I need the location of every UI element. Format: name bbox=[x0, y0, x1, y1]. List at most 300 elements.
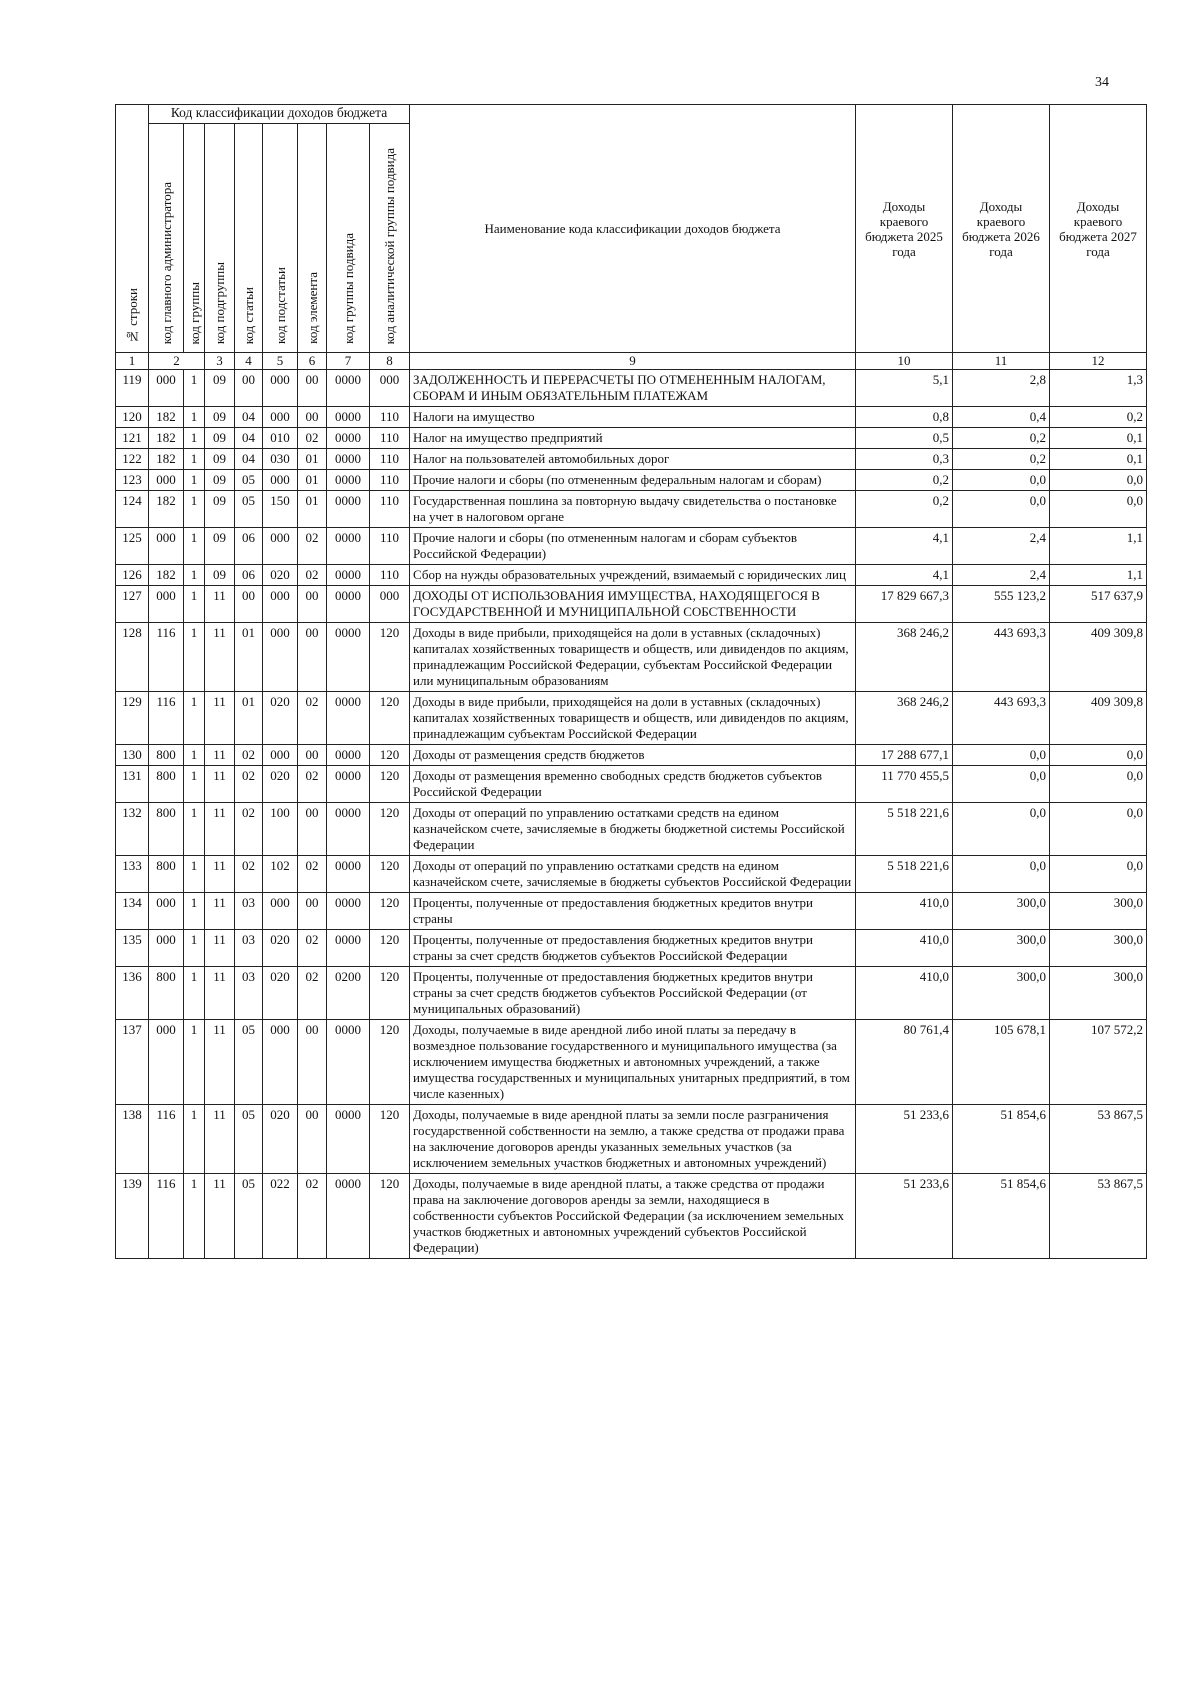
article-code-cell: 00 bbox=[235, 370, 263, 407]
admin-code-cell: 800 bbox=[149, 856, 184, 893]
row-number-cell: 125 bbox=[116, 528, 149, 565]
amount-2026-cell: 2,4 bbox=[953, 528, 1050, 565]
subarticle-code-cell: 000 bbox=[263, 470, 298, 491]
analytic-code-cell: 110 bbox=[370, 470, 410, 491]
admin-code-cell: 000 bbox=[149, 370, 184, 407]
element-code-cell: 02 bbox=[298, 692, 327, 745]
subarticle-code-cell: 020 bbox=[263, 1105, 298, 1174]
article-code-cell: 03 bbox=[235, 930, 263, 967]
subtype-code-cell: 0000 bbox=[327, 407, 370, 428]
amount-2025-cell: 0,3 bbox=[856, 449, 953, 470]
analytic-code-cell: 110 bbox=[370, 428, 410, 449]
row-number-cell: 119 bbox=[116, 370, 149, 407]
element-code-cell: 02 bbox=[298, 1174, 327, 1259]
group-code-cell: 1 bbox=[184, 586, 205, 623]
subgroup-code-cell: 11 bbox=[205, 1174, 235, 1259]
revenue-name-cell: Проценты, полученные от предоставления бюджетных кредитов внутри страны за счет средств бюджетов субъектов Российской Федерации (от муниципальных образований) bbox=[410, 967, 856, 1020]
amount-2026-cell: 0,2 bbox=[953, 449, 1050, 470]
article-code-cell: 05 bbox=[235, 491, 263, 528]
admin-code-cell: 182 bbox=[149, 428, 184, 449]
group-code-cell: 1 bbox=[184, 967, 205, 1020]
subtype-code-cell: 0000 bbox=[327, 470, 370, 491]
subtype-code-cell: 0000 bbox=[327, 1105, 370, 1174]
element-code-cell: 00 bbox=[298, 803, 327, 856]
subtype-code-cell: 0200 bbox=[327, 967, 370, 1020]
amount-2025-cell: 5 518 221,6 bbox=[856, 803, 953, 856]
element-code-cell: 00 bbox=[298, 745, 327, 766]
amount-2027-cell: 300,0 bbox=[1050, 930, 1147, 967]
amount-2025-cell: 11 770 455,5 bbox=[856, 766, 953, 803]
table-row bbox=[116, 528, 1147, 565]
subtype-code-cell: 0000 bbox=[327, 1174, 370, 1259]
row-number-cell: 134 bbox=[116, 893, 149, 930]
amount-2027-cell: 1,1 bbox=[1050, 565, 1147, 586]
element-code-cell: 02 bbox=[298, 930, 327, 967]
admin-code-cell: 800 bbox=[149, 803, 184, 856]
article-code-cell: 06 bbox=[235, 565, 263, 586]
amount-2025-cell: 17 829 667,3 bbox=[856, 586, 953, 623]
amount-2026-cell: 51 854,6 bbox=[953, 1105, 1050, 1174]
table-row bbox=[116, 856, 1147, 893]
amount-2027-cell: 1,3 bbox=[1050, 370, 1147, 407]
amount-2026-cell: 443 693,3 bbox=[953, 623, 1050, 692]
article-code-cell: 05 bbox=[235, 470, 263, 491]
column-number: 3 bbox=[205, 353, 235, 370]
row-number-cell: 127 bbox=[116, 586, 149, 623]
element-code-cell: 02 bbox=[298, 967, 327, 1020]
subarticle-code-cell: 000 bbox=[263, 745, 298, 766]
article-code-cell: 02 bbox=[235, 803, 263, 856]
column-number: 11 bbox=[953, 353, 1050, 370]
table-row bbox=[116, 623, 1147, 692]
subtype-code-cell: 0000 bbox=[327, 766, 370, 803]
article-code-cell: 05 bbox=[235, 1174, 263, 1259]
analytic-code-cell: 110 bbox=[370, 565, 410, 586]
amount-2025-cell: 0,8 bbox=[856, 407, 953, 428]
row-number-cell: 135 bbox=[116, 930, 149, 967]
article-code-cell: 06 bbox=[235, 528, 263, 565]
subarticle-code-cell: 150 bbox=[263, 491, 298, 528]
header-row-number: № строки bbox=[116, 105, 149, 353]
amount-2026-cell: 0,0 bbox=[953, 856, 1050, 893]
row-number-cell: 137 bbox=[116, 1020, 149, 1105]
amount-2025-cell: 4,1 bbox=[856, 528, 953, 565]
subgroup-code-cell: 11 bbox=[205, 745, 235, 766]
article-code-cell: 02 bbox=[235, 856, 263, 893]
amount-2026-cell: 2,4 bbox=[953, 565, 1050, 586]
subgroup-code-cell: 11 bbox=[205, 803, 235, 856]
revenue-name-cell: Доходы от размещения средств бюджетов bbox=[410, 745, 856, 766]
amount-2025-cell: 4,1 bbox=[856, 565, 953, 586]
table-row bbox=[116, 470, 1147, 491]
header-amount-2026: Доходы краевого бюджета 2026 года bbox=[953, 105, 1050, 353]
admin-code-cell: 000 bbox=[149, 1020, 184, 1105]
table-row bbox=[116, 586, 1147, 623]
analytic-code-cell: 000 bbox=[370, 586, 410, 623]
subtype-code-cell: 0000 bbox=[327, 1020, 370, 1105]
revenue-name-cell: Проценты, полученные от предоставления бюджетных кредитов внутри страны за счет средств бюджетов субъектов Российской Федерации bbox=[410, 930, 856, 967]
element-code-cell: 02 bbox=[298, 856, 327, 893]
article-code-cell: 03 bbox=[235, 967, 263, 1020]
admin-code-cell: 182 bbox=[149, 449, 184, 470]
subtype-code-cell: 0000 bbox=[327, 893, 370, 930]
amount-2026-cell: 300,0 bbox=[953, 930, 1050, 967]
revenue-name-cell: Налоги на имущество bbox=[410, 407, 856, 428]
element-code-cell: 01 bbox=[298, 491, 327, 528]
subgroup-code-cell: 11 bbox=[205, 766, 235, 803]
amount-2026-cell: 0,0 bbox=[953, 766, 1050, 803]
header-code-subarticle: код подстатьи bbox=[263, 124, 298, 353]
group-code-cell: 1 bbox=[184, 1105, 205, 1174]
revenue-name-cell: Прочие налоги и сборы (по отмененным налогам и сборам субъектов Российской Федерации) bbox=[410, 528, 856, 565]
row-number-cell: 132 bbox=[116, 803, 149, 856]
table-row bbox=[116, 745, 1147, 766]
amount-2026-cell: 2,8 bbox=[953, 370, 1050, 407]
subgroup-code-cell: 11 bbox=[205, 893, 235, 930]
amount-2025-cell: 51 233,6 bbox=[856, 1105, 953, 1174]
amount-2025-cell: 0,2 bbox=[856, 470, 953, 491]
analytic-code-cell: 120 bbox=[370, 766, 410, 803]
header-code-subtype: код группы подвида bbox=[327, 124, 370, 353]
group-code-cell: 1 bbox=[184, 766, 205, 803]
amount-2025-cell: 17 288 677,1 bbox=[856, 745, 953, 766]
subarticle-code-cell: 000 bbox=[263, 370, 298, 407]
article-code-cell: 03 bbox=[235, 893, 263, 930]
analytic-code-cell: 110 bbox=[370, 528, 410, 565]
article-code-cell: 04 bbox=[235, 449, 263, 470]
subtype-code-cell: 0000 bbox=[327, 491, 370, 528]
subarticle-code-cell: 000 bbox=[263, 893, 298, 930]
row-number-cell: 123 bbox=[116, 470, 149, 491]
table-row bbox=[116, 1174, 1147, 1259]
amount-2025-cell: 5 518 221,6 bbox=[856, 856, 953, 893]
admin-code-cell: 116 bbox=[149, 1174, 184, 1259]
subgroup-code-cell: 09 bbox=[205, 528, 235, 565]
amount-2027-cell: 0,0 bbox=[1050, 803, 1147, 856]
row-number-cell: 126 bbox=[116, 565, 149, 586]
table-row bbox=[116, 766, 1147, 803]
group-code-cell: 1 bbox=[184, 449, 205, 470]
group-code-cell: 1 bbox=[184, 565, 205, 586]
amount-2026-cell: 443 693,3 bbox=[953, 692, 1050, 745]
group-code-cell: 1 bbox=[184, 623, 205, 692]
admin-code-cell: 000 bbox=[149, 470, 184, 491]
subarticle-code-cell: 020 bbox=[263, 930, 298, 967]
article-code-cell: 02 bbox=[235, 766, 263, 803]
row-number-cell: 136 bbox=[116, 967, 149, 1020]
analytic-code-cell: 120 bbox=[370, 856, 410, 893]
amount-2026-cell: 0,2 bbox=[953, 428, 1050, 449]
subgroup-code-cell: 09 bbox=[205, 491, 235, 528]
subgroup-code-cell: 09 bbox=[205, 370, 235, 407]
subtype-code-cell: 0000 bbox=[327, 623, 370, 692]
table-row bbox=[116, 428, 1147, 449]
article-code-cell: 05 bbox=[235, 1020, 263, 1105]
analytic-code-cell: 000 bbox=[370, 370, 410, 407]
header-code-admin: код главного администратора bbox=[149, 124, 184, 353]
article-code-cell: 00 bbox=[235, 586, 263, 623]
amount-2027-cell: 0,0 bbox=[1050, 491, 1147, 528]
amount-2025-cell: 410,0 bbox=[856, 893, 953, 930]
table-row bbox=[116, 803, 1147, 856]
subarticle-code-cell: 000 bbox=[263, 586, 298, 623]
column-number: 10 bbox=[856, 353, 953, 370]
article-code-cell: 04 bbox=[235, 407, 263, 428]
subarticle-code-cell: 000 bbox=[263, 1020, 298, 1105]
analytic-code-cell: 110 bbox=[370, 491, 410, 528]
admin-code-cell: 000 bbox=[149, 930, 184, 967]
revenue-name-cell: Налог на имущество предприятий bbox=[410, 428, 856, 449]
row-number-cell: 138 bbox=[116, 1105, 149, 1174]
group-code-cell: 1 bbox=[184, 428, 205, 449]
admin-code-cell: 000 bbox=[149, 528, 184, 565]
row-number-cell: 122 bbox=[116, 449, 149, 470]
element-code-cell: 00 bbox=[298, 1105, 327, 1174]
amount-2027-cell: 300,0 bbox=[1050, 893, 1147, 930]
amount-2026-cell: 0,0 bbox=[953, 491, 1050, 528]
revenue-name-cell: ЗАДОЛЖЕННОСТЬ И ПЕРЕРАСЧЕТЫ ПО ОТМЕНЕННЫМ НАЛОГАМ, СБОРАМ И ИНЫМ ОБЯЗАТЕЛЬНЫМ ПЛАТЕЖАМ bbox=[410, 370, 856, 407]
admin-code-cell: 116 bbox=[149, 623, 184, 692]
amount-2026-cell: 0,4 bbox=[953, 407, 1050, 428]
row-number-cell: 130 bbox=[116, 745, 149, 766]
analytic-code-cell: 110 bbox=[370, 407, 410, 428]
revenue-name-cell: Доходы от размещения временно свободных средств бюджетов субъектов Российской Федерации bbox=[410, 766, 856, 803]
table-row bbox=[116, 1105, 1147, 1174]
article-code-cell: 02 bbox=[235, 745, 263, 766]
element-code-cell: 00 bbox=[298, 407, 327, 428]
element-code-cell: 00 bbox=[298, 586, 327, 623]
revenue-name-cell: Доходы от операций по управлению остатками средств на едином казначейском счете, зачисляемые в бюджеты бюджетной системы Российской Федерации bbox=[410, 803, 856, 856]
amount-2025-cell: 410,0 bbox=[856, 967, 953, 1020]
column-number: 2 bbox=[149, 353, 205, 370]
subarticle-code-cell: 000 bbox=[263, 623, 298, 692]
subarticle-code-cell: 102 bbox=[263, 856, 298, 893]
header-code-element: код элемента bbox=[298, 124, 327, 353]
analytic-code-cell: 120 bbox=[370, 1020, 410, 1105]
subarticle-code-cell: 000 bbox=[263, 528, 298, 565]
group-code-cell: 1 bbox=[184, 893, 205, 930]
table-row bbox=[116, 449, 1147, 470]
header-name: Наименование кода классификации доходов бюджета bbox=[410, 105, 856, 353]
article-code-cell: 01 bbox=[235, 623, 263, 692]
table-row bbox=[116, 491, 1147, 528]
revenue-name-cell: Налог на пользователей автомобильных дорог bbox=[410, 449, 856, 470]
subgroup-code-cell: 11 bbox=[205, 930, 235, 967]
admin-code-cell: 182 bbox=[149, 407, 184, 428]
revenue-name-cell: Сбор на нужды образовательных учреждений, взимаемый с юридических лиц bbox=[410, 565, 856, 586]
subgroup-code-cell: 09 bbox=[205, 407, 235, 428]
subtype-code-cell: 0000 bbox=[327, 586, 370, 623]
column-numbers-row bbox=[116, 353, 1147, 370]
subarticle-code-cell: 020 bbox=[263, 692, 298, 745]
subtype-code-cell: 0000 bbox=[327, 428, 370, 449]
amount-2025-cell: 368 246,2 bbox=[856, 623, 953, 692]
amount-2025-cell: 0,5 bbox=[856, 428, 953, 449]
amount-2026-cell: 105 678,1 bbox=[953, 1020, 1050, 1105]
admin-code-cell: 116 bbox=[149, 692, 184, 745]
subarticle-code-cell: 022 bbox=[263, 1174, 298, 1259]
amount-2026-cell: 300,0 bbox=[953, 893, 1050, 930]
element-code-cell: 00 bbox=[298, 370, 327, 407]
subarticle-code-cell: 000 bbox=[263, 407, 298, 428]
revenue-name-cell: Прочие налоги и сборы (по отмененным федеральным налогам и сборам) bbox=[410, 470, 856, 491]
analytic-code-cell: 120 bbox=[370, 967, 410, 1020]
header-code-group-col: код группы bbox=[184, 124, 205, 353]
element-code-cell: 02 bbox=[298, 528, 327, 565]
amount-2027-cell: 0,2 bbox=[1050, 407, 1147, 428]
subgroup-code-cell: 11 bbox=[205, 586, 235, 623]
analytic-code-cell: 120 bbox=[370, 623, 410, 692]
admin-code-cell: 800 bbox=[149, 745, 184, 766]
element-code-cell: 00 bbox=[298, 623, 327, 692]
subgroup-code-cell: 11 bbox=[205, 967, 235, 1020]
subgroup-code-cell: 09 bbox=[205, 428, 235, 449]
header-amount-2027: Доходы краевого бюджета 2027 года bbox=[1050, 105, 1147, 353]
admin-code-cell: 800 bbox=[149, 967, 184, 1020]
amount-2027-cell: 300,0 bbox=[1050, 967, 1147, 1020]
amount-2025-cell: 0,2 bbox=[856, 491, 953, 528]
element-code-cell: 02 bbox=[298, 428, 327, 449]
analytic-code-cell: 120 bbox=[370, 930, 410, 967]
header-code-group: Код классификации доходов бюджета bbox=[149, 105, 410, 124]
subtype-code-cell: 0000 bbox=[327, 856, 370, 893]
row-number-cell: 131 bbox=[116, 766, 149, 803]
amount-2027-cell: 0,0 bbox=[1050, 766, 1147, 803]
page-number: 34 bbox=[1095, 75, 1109, 90]
row-number-cell: 139 bbox=[116, 1174, 149, 1259]
analytic-code-cell: 120 bbox=[370, 893, 410, 930]
row-number-cell: 121 bbox=[116, 428, 149, 449]
article-code-cell: 01 bbox=[235, 692, 263, 745]
analytic-code-cell: 120 bbox=[370, 803, 410, 856]
column-number: 6 bbox=[298, 353, 327, 370]
subarticle-code-cell: 030 bbox=[263, 449, 298, 470]
amount-2027-cell: 409 309,8 bbox=[1050, 623, 1147, 692]
admin-code-cell: 800 bbox=[149, 766, 184, 803]
amount-2026-cell: 300,0 bbox=[953, 967, 1050, 1020]
group-code-cell: 1 bbox=[184, 528, 205, 565]
article-code-cell: 04 bbox=[235, 428, 263, 449]
analytic-code-cell: 120 bbox=[370, 745, 410, 766]
subtype-code-cell: 0000 bbox=[327, 528, 370, 565]
amount-2027-cell: 1,1 bbox=[1050, 528, 1147, 565]
amount-2025-cell: 80 761,4 bbox=[856, 1020, 953, 1105]
column-number: 9 bbox=[410, 353, 856, 370]
subtype-code-cell: 0000 bbox=[327, 930, 370, 967]
column-number: 8 bbox=[370, 353, 410, 370]
group-code-cell: 1 bbox=[184, 856, 205, 893]
amount-2026-cell: 0,0 bbox=[953, 745, 1050, 766]
admin-code-cell: 182 bbox=[149, 565, 184, 586]
table-row bbox=[116, 565, 1147, 586]
group-code-cell: 1 bbox=[184, 407, 205, 428]
revenue-name-cell: Проценты, полученные от предоставления бюджетных кредитов внутри страны bbox=[410, 893, 856, 930]
amount-2027-cell: 107 572,2 bbox=[1050, 1020, 1147, 1105]
group-code-cell: 1 bbox=[184, 370, 205, 407]
group-code-cell: 1 bbox=[184, 1020, 205, 1105]
table-body bbox=[116, 353, 1147, 1259]
revenue-name-cell: Доходы, получаемые в виде арендной платы, а также средства от продажи права на заключение договоров аренды за земли, находящиеся в собственности субъектов Российской Федерации (за исключением земельных участков бюджетных и автономных учреждений субъектов Российской Федерации) bbox=[410, 1174, 856, 1259]
revenue-name-cell: ДОХОДЫ ОТ ИСПОЛЬЗОВАНИЯ ИМУЩЕСТВА, НАХОДЯЩЕГОСЯ В ГОСУДАРСТВЕННОЙ И МУНИЦИПАЛЬНОЙ СОБСТВЕННОСТИ bbox=[410, 586, 856, 623]
admin-code-cell: 182 bbox=[149, 491, 184, 528]
table-row bbox=[116, 407, 1147, 428]
column-number: 4 bbox=[235, 353, 263, 370]
header-code-article: код статьи bbox=[235, 124, 263, 353]
subgroup-code-cell: 11 bbox=[205, 623, 235, 692]
revenue-name-cell: Доходы в виде прибыли, приходящейся на доли в уставных (складочных) капиталах хозяйственных товариществ и обществ, или дивидендов по акциям, принадлежащим Российской Федерации, субъектам Российской Федерации или муниципальным образованиям bbox=[410, 623, 856, 692]
subtype-code-cell: 0000 bbox=[327, 803, 370, 856]
revenue-name-cell: Доходы в виде прибыли, приходящейся на доли в уставных (складочных) капиталах хозяйственных товариществ и обществ, или дивидендов по акциям, принадлежащим субъектам Российской Федерации bbox=[410, 692, 856, 745]
amount-2025-cell: 51 233,6 bbox=[856, 1174, 953, 1259]
subgroup-code-cell: 09 bbox=[205, 565, 235, 586]
subtype-code-cell: 0000 bbox=[327, 565, 370, 586]
analytic-code-cell: 120 bbox=[370, 1174, 410, 1259]
column-number: 5 bbox=[263, 353, 298, 370]
subgroup-code-cell: 11 bbox=[205, 1105, 235, 1174]
group-code-cell: 1 bbox=[184, 692, 205, 745]
amount-2025-cell: 5,1 bbox=[856, 370, 953, 407]
table-row bbox=[116, 930, 1147, 967]
amount-2026-cell: 0,0 bbox=[953, 470, 1050, 491]
row-number-cell: 133 bbox=[116, 856, 149, 893]
row-number-cell: 124 bbox=[116, 491, 149, 528]
element-code-cell: 02 bbox=[298, 766, 327, 803]
amount-2025-cell: 368 246,2 bbox=[856, 692, 953, 745]
subtype-code-cell: 0000 bbox=[327, 370, 370, 407]
amount-2027-cell: 0,1 bbox=[1050, 428, 1147, 449]
amount-2027-cell: 409 309,8 bbox=[1050, 692, 1147, 745]
group-code-cell: 1 bbox=[184, 803, 205, 856]
element-code-cell: 01 bbox=[298, 470, 327, 491]
header-code-analytic: код аналитической группы подвида bbox=[370, 124, 410, 353]
admin-code-cell: 000 bbox=[149, 893, 184, 930]
header-row-group bbox=[116, 105, 1147, 124]
element-code-cell: 02 bbox=[298, 565, 327, 586]
table-row bbox=[116, 692, 1147, 745]
amount-2027-cell: 0,0 bbox=[1050, 856, 1147, 893]
amount-2027-cell: 53 867,5 bbox=[1050, 1174, 1147, 1259]
header-amount-2025: Доходы краевого бюджета 2025 года bbox=[856, 105, 953, 353]
subgroup-code-cell: 09 bbox=[205, 470, 235, 491]
group-code-cell: 1 bbox=[184, 930, 205, 967]
group-code-cell: 1 bbox=[184, 1174, 205, 1259]
header-code-subgroup: код подгруппы bbox=[205, 124, 235, 353]
row-number-cell: 128 bbox=[116, 623, 149, 692]
analytic-code-cell: 120 bbox=[370, 1105, 410, 1174]
amount-2025-cell: 410,0 bbox=[856, 930, 953, 967]
subtype-code-cell: 0000 bbox=[327, 692, 370, 745]
amount-2027-cell: 0,0 bbox=[1050, 745, 1147, 766]
table-row bbox=[116, 1020, 1147, 1105]
amount-2026-cell: 555 123,2 bbox=[953, 586, 1050, 623]
admin-code-cell: 116 bbox=[149, 1105, 184, 1174]
amount-2027-cell: 517 637,9 bbox=[1050, 586, 1147, 623]
table-row bbox=[116, 967, 1147, 1020]
column-number: 7 bbox=[327, 353, 370, 370]
element-code-cell: 01 bbox=[298, 449, 327, 470]
element-code-cell: 00 bbox=[298, 893, 327, 930]
subarticle-code-cell: 020 bbox=[263, 967, 298, 1020]
amount-2027-cell: 0,1 bbox=[1050, 449, 1147, 470]
element-code-cell: 00 bbox=[298, 1020, 327, 1105]
subarticle-code-cell: 020 bbox=[263, 565, 298, 586]
revenue-name-cell: Государственная пошлина за повторную выдачу свидетельства о постановке на учет в налоговом органе bbox=[410, 491, 856, 528]
subarticle-code-cell: 100 bbox=[263, 803, 298, 856]
group-code-cell: 1 bbox=[184, 491, 205, 528]
group-code-cell: 1 bbox=[184, 745, 205, 766]
revenue-name-cell: Доходы, получаемые в виде арендной платы за земли после разграничения государственной собственности на землю, а также средства от продажи права на заключение договоров аренды указанных земельных участков (за исключением земельных участков бюджетных и автономных учреждений) bbox=[410, 1105, 856, 1174]
column-number: 12 bbox=[1050, 353, 1147, 370]
